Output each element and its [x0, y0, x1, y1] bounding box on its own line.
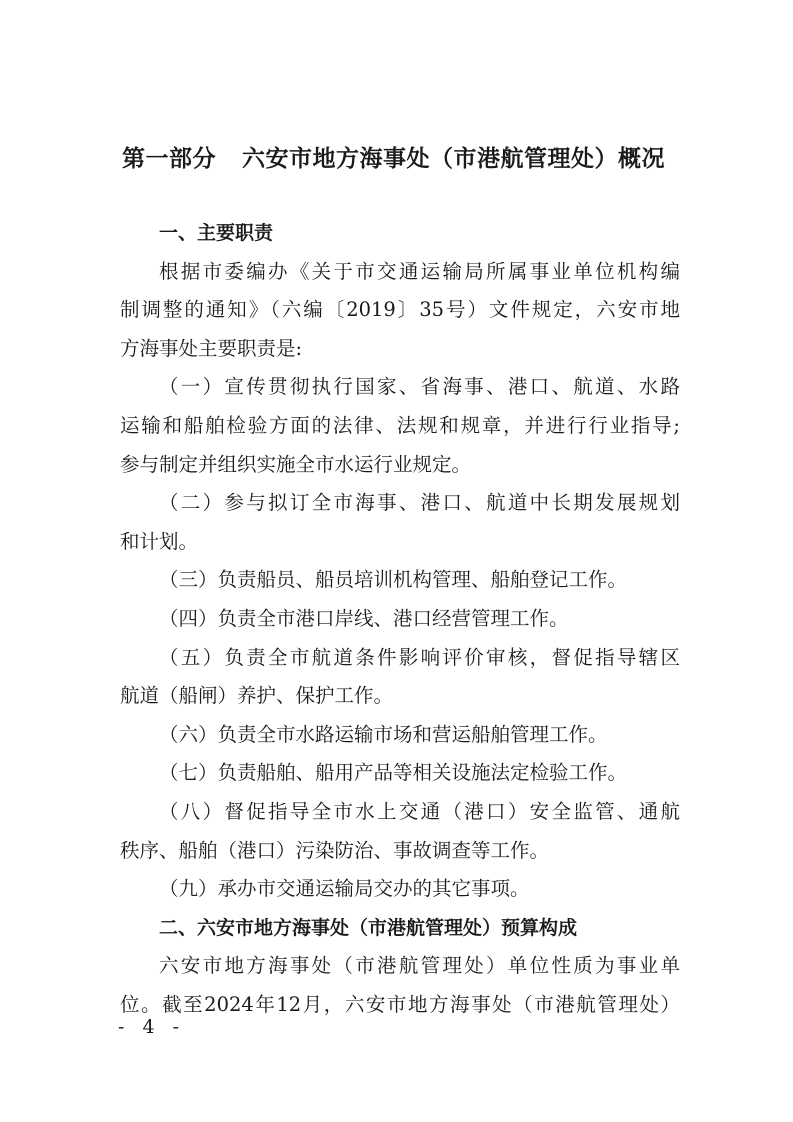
section-title-text: 六安市地方海事处（市港航管理处）概况	[242, 146, 665, 172]
paragraph-line: 位。截至2024年12月，六安市地方海事处（市港航管理处）	[120, 992, 680, 1016]
duty-item-6: （六）负责全市水路运输市场和营运船舶管理工作。	[159, 722, 608, 746]
heading-budget-composition: 二、六安市地方海事处（市港航管理处）预算构成	[159, 916, 578, 939]
duty-item-1-cont: 运输和船舶检验方面的法律、法规和规章，并进行行业指导;	[120, 413, 680, 437]
heading-main-duties: 一、主要职责	[159, 222, 274, 244]
section-title	[122, 140, 722, 173]
duty-item-2-cont: 和计划。	[120, 529, 199, 553]
duty-item-1: （一）宣传贯彻执行国家、省海事、港口、航道、水路	[159, 375, 680, 399]
duty-item-7: （七）负责船舶、船用产品等相关设施法定检验工作。	[159, 761, 628, 785]
page-number: - 4 -	[118, 1016, 186, 1038]
section-title-part: 第一部分	[122, 146, 216, 172]
duty-item-8: （八）督促指导全市水上交通（港口）安全监管、通航	[159, 799, 680, 823]
paragraph-line: 制调整的通知》（六编〔2019〕35号）文件规定，六安市地	[120, 298, 680, 322]
duty-item-1-cont: 参与制定并组织实施全市水运行业规定。	[120, 452, 472, 476]
paragraph-line: 根据市委编办《关于市交通运输局所属事业单位机构编	[159, 259, 680, 283]
duty-item-2: （二）参与拟订全市海事、港口、航道中长期发展规划	[159, 491, 680, 515]
document-body	[120, 214, 680, 1024]
duty-item-9: （九）承办市交通运输局交办的其它事项。	[159, 877, 530, 901]
duty-item-4: （四）负责全市港口岸线、港口经营管理工作。	[159, 606, 569, 630]
duty-item-5: （五）负责全市航道条件影响评价审核，督促指导辖区	[159, 645, 680, 669]
duty-item-3: （三）负责船员、船员培训机构管理、船舶登记工作。	[159, 568, 628, 592]
duty-item-5-cont: 航道（船闸）养护、保护工作。	[120, 684, 394, 708]
duty-item-8-cont: 秩序、船舶（港口）污染防治、事故调查等工作。	[120, 838, 550, 862]
paragraph-line: 方海事处主要职责是:	[120, 336, 303, 360]
paragraph-line: 六安市地方海事处（市港航管理处）单位性质为事业单	[159, 954, 680, 978]
